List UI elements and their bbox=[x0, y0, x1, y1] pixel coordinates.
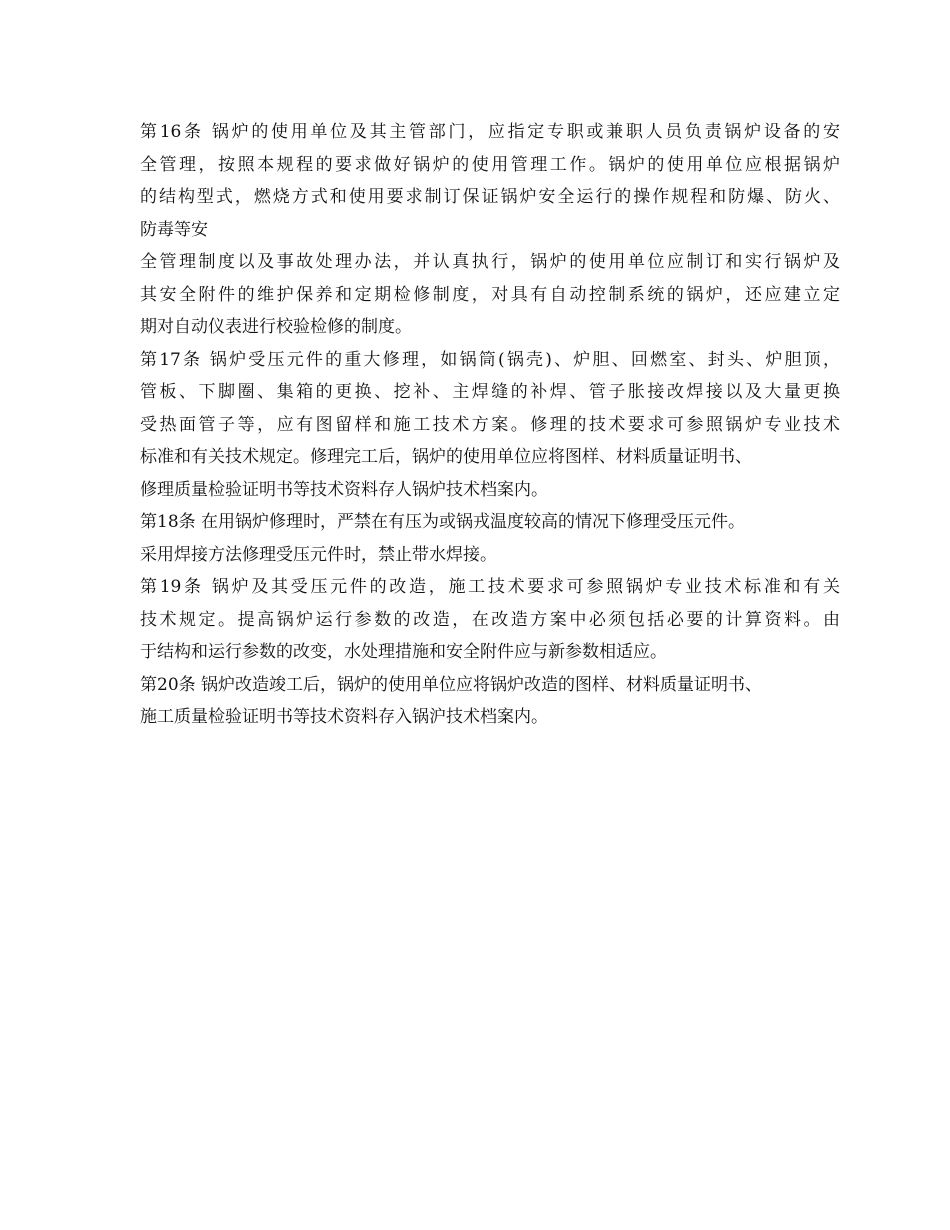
text-line: 防毒等安 bbox=[140, 219, 208, 240]
text-line: 第17条 锅炉受压元件的重大修理，如锅筒(锅壳)、炉胆、回燃室、封头、炉胆顶， bbox=[140, 349, 840, 370]
text-line: 全管理，按照本规程的要求做好锅炉的使用管理工作。锅炉的使用单位应根据锅炉 bbox=[140, 154, 840, 175]
text-line: 施工质量检验证明书等技术资料存入锅沪技术档案内。 bbox=[140, 707, 548, 727]
text-line: 其安全附件的维护保养和定期检修制度，对具有自动控制系统的锅炉，还应建立定 bbox=[140, 284, 840, 305]
document-body bbox=[140, 116, 840, 734]
text-line: 第18条 在用锅炉修理时，严禁在有压为或锅戎温度较高的情况下修理受压元件。 bbox=[140, 512, 746, 532]
text-line: 的结构型式，燃烧方式和使用要求制订保证锅炉安全运行的操作规程和防爆、防火、 bbox=[140, 187, 840, 207]
text-line: 于结构和运行参数的改变，水处理措施和安全附件应与新参数相适应。 bbox=[140, 642, 667, 662]
text-line: 受热面管子等，应有图留样和施工技术方案。修理的技术要求可参照锅炉专业技术 bbox=[140, 414, 840, 435]
text-line: 技术规定。提高锅炉运行参数的改造，在改造方案中必须包括必要的计算资料。由 bbox=[140, 609, 840, 630]
text-line: 采用焊接方法修理受压元件时，禁止带水焊接。 bbox=[140, 544, 497, 565]
text-line: 全管理制度以及事故处理办法，并认真执行，锅炉的使用单位应制订和实行锅炉及 bbox=[140, 252, 840, 272]
text-line: 修理质量检验证明书等技术资料存人锅炉技术档案内。 bbox=[140, 479, 548, 500]
text-line: 第20条 锅炉改造竣工后，锅炉的使用单位应将锅炉改造的图样、材料质量证明书、 bbox=[140, 674, 763, 695]
text-line: 管板、下脚圈、集箱的更换、挖补、主焊缝的补焊、管子胀接改焊接以及大量更换 bbox=[140, 382, 840, 402]
text-line: 标准和有关技术规定。修理完工后，锅炉的使用单位应将图样、材料质量证明书、 bbox=[140, 447, 752, 467]
text-line: 第19条 锅炉及其受压元件的改造，施工技术要求可参照锅炉专业技术标准和有关 bbox=[140, 577, 840, 597]
text-line: 期对自动仪表进行校验检修的制度。 bbox=[140, 317, 412, 337]
text-line: 第16条 锅炉的使用单位及其主管部门，应指定专职或兼职人员负责锅炉设备的安 bbox=[140, 122, 840, 142]
